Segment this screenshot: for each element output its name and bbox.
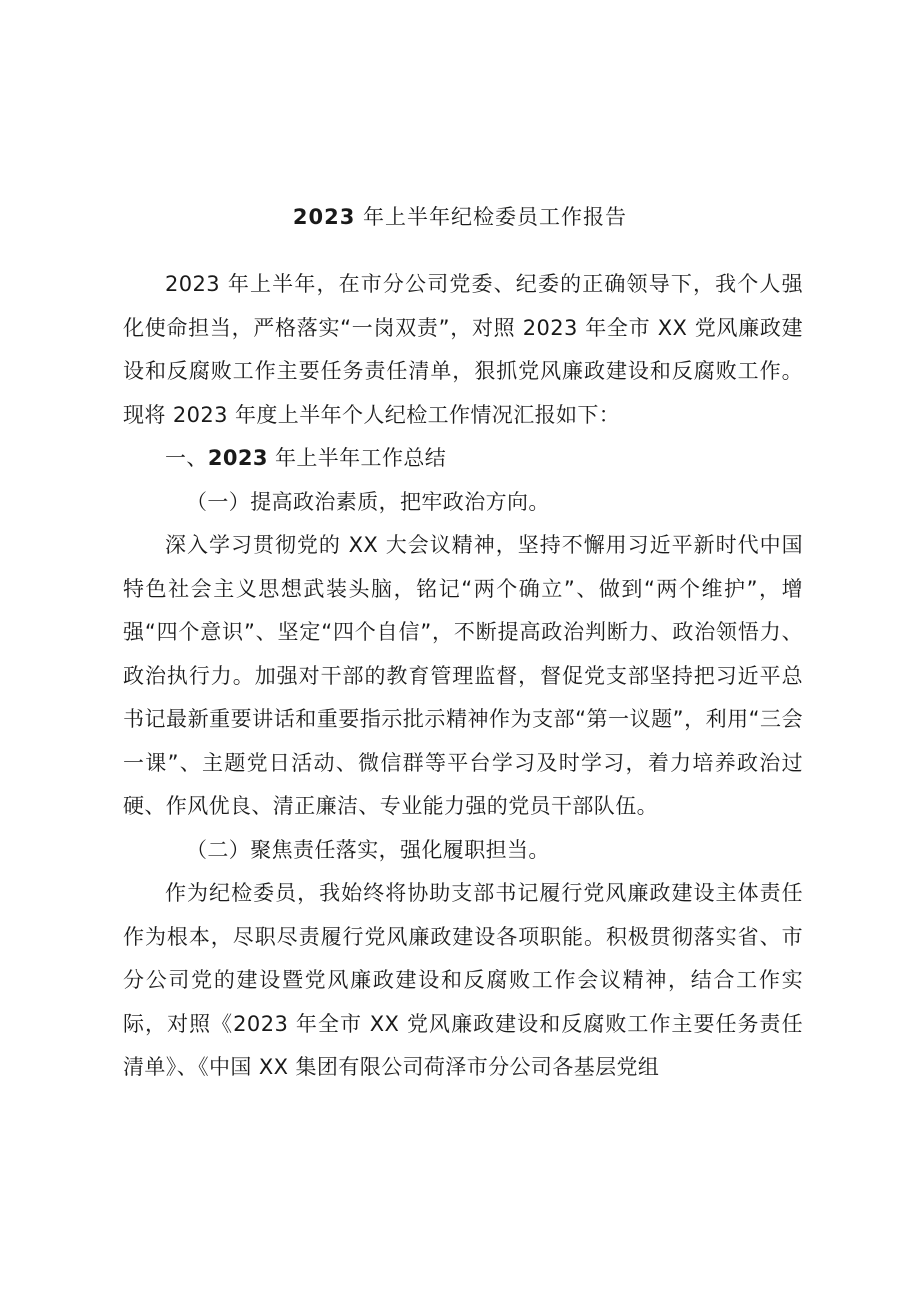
subheading-2: （二）聚焦责任落实，强化履职担当。 (186, 837, 550, 862)
paragraph-2: 作为纪检委员，我始终将协助支部书记履行党风廉政建设主体责任作为根本，尽职尽责履行党风廉政建设各项职能。积极贯彻落实省、市分公司党的建设暨党风廉政建设和反腐败工作会议精神，结合工作实际，对照《2023 年全市 XX 党风廉政建设和反腐败工作主要任务责任清单》、《中国 XX 集团有限公司荷泽市分公司各基层党组 (123, 881, 803, 1079)
document-body (123, 263, 803, 1090)
section-heading-1 (123, 437, 803, 481)
page-title (0, 199, 920, 235)
intro-paragraph: 2023 年上半年，在市分公司党委、纪委的正确领导下，我个人强化使命担当，严格落实“一岗双责”，对照 2023 年全市 XX 党风廉政建设和反腐败工作主要任务责任清单，狠抓党风廉政建设和反腐败工作。现将 2023 年度上半年个人纪检工作情况汇报如下： (123, 272, 803, 427)
paragraph-1: 深入学习贯彻党的 XX 大会议精神，坚持不懈用习近平新时代中国特色社会主义思想武装头脑，铭记“两个确立”、做到“两个维护”，增强“四个意识”、坚定“四个自信”，不断提高政治判断力、政治领悟力、政治执行力。加强对干部的教育管理监督，督促党支部坚持把习近平总书记最新重要讲话和重要指示批示精神作为支部“第一议题”，利用“三会一课”、主题党日活动、微信群等平台学习及时学习，着力培养政治过硬、作风优良、清正廉洁、专业能力强的党员干部队伍。 (123, 533, 803, 818)
title-year: 2023 (292, 205, 356, 229)
title-text: 年上半年纪检委员工作报告 (355, 205, 628, 229)
subheading-1: （一）提高政治素质，把牢政治方向。 (186, 489, 550, 514)
section-year: 2023 (207, 446, 268, 470)
section-prefix: 一、 (165, 446, 208, 470)
section-text: 年上半年工作总结 (267, 446, 447, 470)
